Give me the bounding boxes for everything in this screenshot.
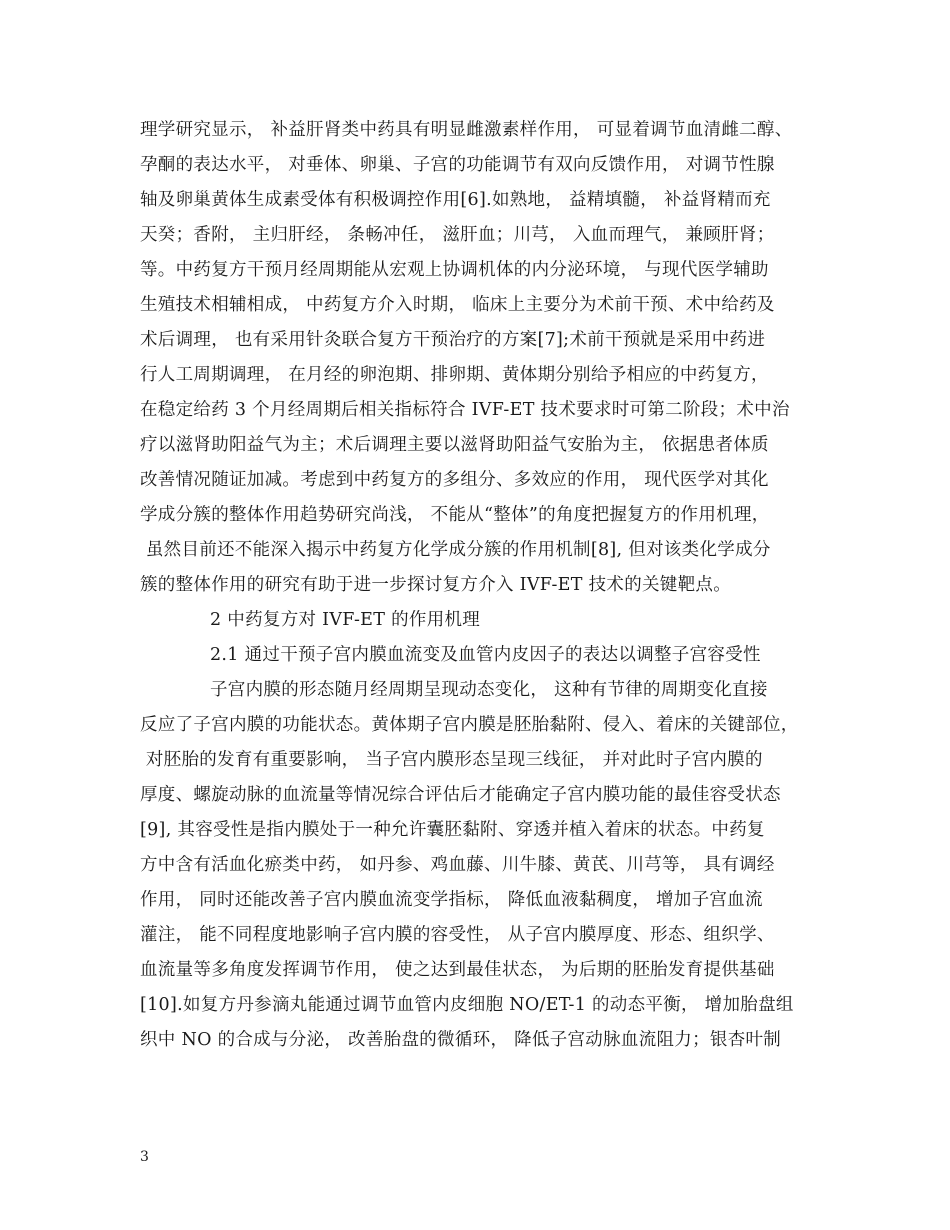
page-number: 3 [140, 1149, 149, 1165]
body-text-line: 织中 NO 的合成与分泌， 改善胎盘的微循环， 降低子宫动脉血流阻力；银杏叶制 [140, 1030, 782, 1050]
body-text-line: 等。中药复方干预月经周期能从宏观上协调机体的内分泌环境， 与现代医学辅助 [140, 260, 769, 280]
body-text-line: 反应了子宫内膜的功能状态。黄体期子宫内膜是胚胎黏附、侵入、着床的关键部位， [140, 715, 799, 735]
subsection-heading: 2.1 通过干预子宫内膜血流变及血管内皮因子的表达以调整子宫容受性 [210, 645, 761, 665]
body-text-line: 天癸；香附， 主归肝经， 条畅冲任， 滋肝血；川芎， 入血而理气， 兼顾肝肾； [140, 225, 775, 245]
body-text-line: 疗以滋肾助阳益气为主；术后调理主要以滋肾助阳益气安胎为主， 依据患者体质 [140, 435, 769, 455]
body-text-line: 轴及卵巢黄体生成素受体有积极调控作用[6].如熟地， 益精填髓， 补益肾精而充 [140, 190, 771, 210]
body-text-line: 孕酮的表达水平， 对垂体、卵巢、子宫的功能调节有双向反馈作用， 对调节性腺 [140, 155, 775, 175]
body-text-line: 学成分簇的整体作用趋势研究尚浅， 不能从“整体”的角度把握复方的作用机理， [140, 505, 770, 525]
body-text-line: [9], 其容受性是指内膜处于一种允许囊胚黏附、穿透并植入着床的状态。中药复 [140, 820, 765, 840]
section-heading: 2 中药复方对 IVF-ET 的作用机理 [210, 610, 481, 630]
body-text-line: 虽然目前还不能深入揭示中药复方化学成分簇的作用机制[8], 但对该类化学成分 [140, 540, 771, 560]
body-text-line: 行人工周期调理， 在月经的卵泡期、排卵期、黄体期分别给予相应的中药复方， [140, 365, 769, 385]
paragraph-first-line: 子宫内膜的形态随月经周期呈现动态变化， 这种有节律的周期变化直接 [210, 680, 768, 700]
body-text-line: 在稳定给药 3 个月经周期后相关指标符合 IVF-ET 技术要求时可第二阶段；术中治 [140, 400, 790, 420]
body-text-line: 方中含有活血化瘀类中药， 如丹参、鸡血藤、川牛膝、黄芪、川芎等， 具有调经 [140, 855, 775, 875]
body-text-line: 灌注， 能不同程度地影响子宫内膜的容受性， 从子宫内膜厚度、形态、组织学、 [140, 925, 775, 945]
body-text-line: 作用， 同时还能改善子宫内膜血流变学指标， 降低血液黏稠度， 增加子宫血流 [140, 890, 763, 910]
body-text-line: 对胚胎的发育有重要影响， 当子宫内膜形态呈现三线征， 并对此时子宫内膜的 [140, 750, 763, 770]
body-text-line: 厚度、螺旋动脉的血流量等情况综合评估后才能确定子宫内膜功能的最佳容受状态 [140, 785, 781, 805]
body-text-line: 改善情况随证加减。考虑到中药复方的多组分、多效应的作用， 现代医学对其化 [140, 470, 769, 490]
body-text-line: 生殖技术相辅相成， 中药复方介入时期， 临床上主要分为术前干预、术中给药及 [140, 295, 775, 315]
body-text-line: [10].如复方丹参滴丸能通过调节血管内皮细胞 NO/ET-1 的动态平衡， 增加胎盘组 [140, 995, 794, 1015]
body-text-line: 簇的整体作用的研究有助于进一步探讨复方介入 IVF-ET 技术的关键靶点。 [140, 575, 731, 595]
body-text-line: 术后调理， 也有采用针灸联合复方干预治疗的方案[7];术前干预就是采用中药进 [140, 330, 766, 350]
body-text-line: 血流量等多角度发挥调节作用， 使之达到最佳状态， 为后期的胚胎发育提供基础 [140, 960, 775, 980]
body-text-line: 理学研究显示， 补益肝肾类中药具有明显雌激素样作用， 可显着调节血清雌二醇、 [140, 120, 793, 140]
